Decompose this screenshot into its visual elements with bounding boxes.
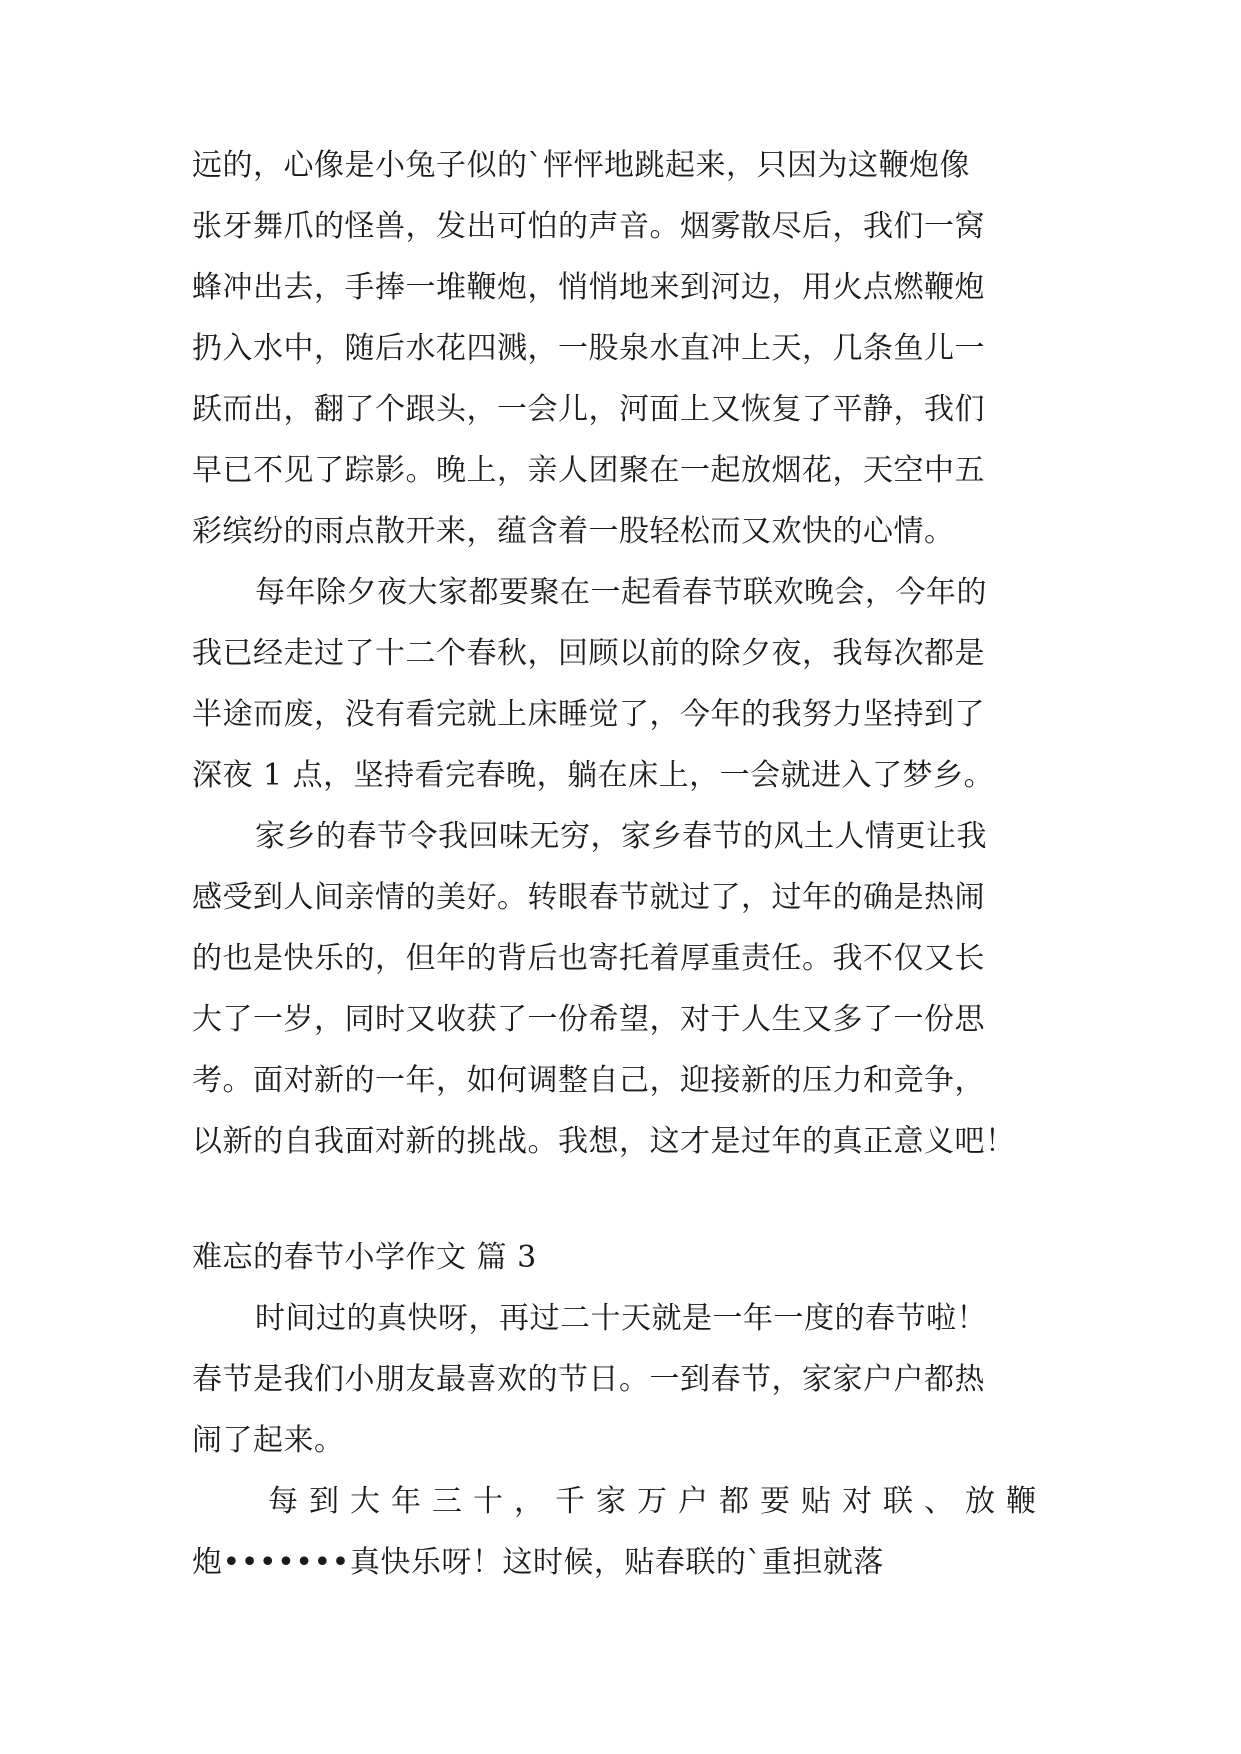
paragraph-line: 考。面对新的一年，如何调整自己，迎接新的压力和竞争， bbox=[192, 1063, 985, 1098]
paragraph-line: 春节是我们小朋友最喜欢的节日。一到春节，家家户户都热 bbox=[192, 1362, 985, 1397]
paragraph-line: 的也是快乐的，但年的背后也寄托着厚重责任。我不仅又长 bbox=[192, 941, 985, 976]
paragraph-first-line: 家乡的春节令我回味无穷，家乡春节的风土人情更让我 bbox=[255, 819, 987, 854]
paragraph-line: 扔入水中，随后水花四溅，一股泉水直冲上天，几条鱼儿一 bbox=[192, 331, 985, 366]
paragraph-line: 深夜 1 点，坚持看完春晚，躺在床上，一会就进入了梦乡。 bbox=[192, 758, 995, 793]
paragraph-line: 张牙舞爪的怪兽，发出可怕的声音。烟雾散尽后，我们一窝 bbox=[192, 209, 985, 244]
paragraph-line: 感受到人间亲情的美好。转眼春节就过了，过年的确是热闹 bbox=[192, 880, 985, 915]
paragraph-line: 彩缤纷的雨点散开来，蕴含着一股轻松而又欢快的心情。 bbox=[192, 514, 955, 549]
paragraph-line: 跃而出，翻了个跟头，一会儿，河面上又恢复了平静，我们 bbox=[192, 392, 985, 427]
paragraph-line: 大了一岁，同时又收获了一份希望，对于人生又多了一份思 bbox=[192, 1002, 985, 1037]
paragraph-line: 以新的自我面对新的挑战。我想，这才是过年的真正意义吧！ bbox=[192, 1124, 1016, 1159]
paragraph-line: 远的，心像是小兔子似的`怦怦地跳起来，只因为这鞭炮像 bbox=[192, 148, 970, 183]
paragraph-line: 炮•••••••真快乐呀！这时候，贴春联的`重担就落 bbox=[192, 1545, 884, 1580]
paragraph-first-line: 时间过的真快呀，再过二十天就是一年一度的春节啦！ bbox=[255, 1301, 987, 1336]
paragraph-first-line: 每到大年三十，千家万户都要贴对联、放鞭 bbox=[268, 1484, 1047, 1519]
paragraph-line: 早已不见了踪影。晚上，亲人团聚在一起放烟花，天空中五 bbox=[192, 453, 985, 488]
section-heading: 难忘的春节小学作文 篇 3 bbox=[192, 1240, 537, 1275]
paragraph-line: 闹了起来。 bbox=[192, 1423, 345, 1458]
paragraph-line: 半途而废，没有看完就上床睡觉了，今年的我努力坚持到了 bbox=[192, 697, 985, 732]
paragraph-line: 蜂冲出去，手捧一堆鞭炮，悄悄地来到河边，用火点燃鞭炮 bbox=[192, 270, 985, 305]
paragraph-first-line: 每年除夕夜大家都要聚在一起看春节联欢晚会，今年的 bbox=[255, 575, 987, 610]
paragraph-line: 我已经走过了十二个春秋，回顾以前的除夕夜，我每次都是 bbox=[192, 636, 985, 671]
